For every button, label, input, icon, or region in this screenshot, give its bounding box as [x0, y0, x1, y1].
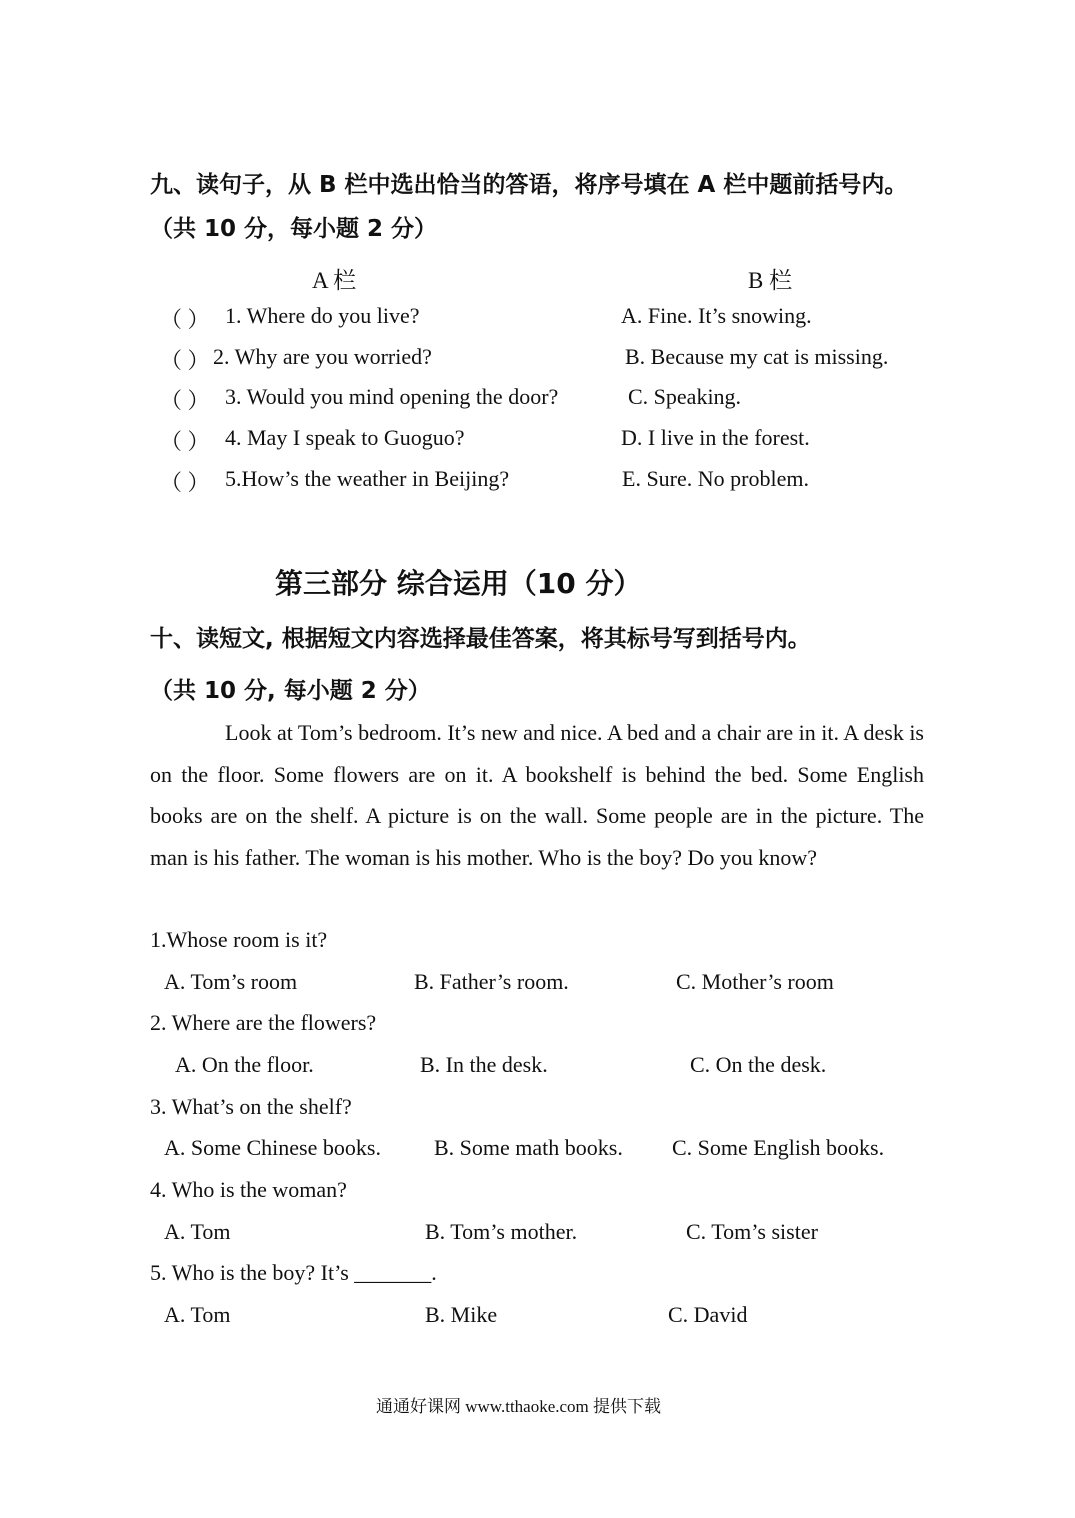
option-c: C. Some English books. — [672, 1135, 885, 1160]
option-b: B. Mike — [425, 1302, 498, 1327]
option-b: B. In the desk. — [420, 1052, 548, 1077]
matching-question: 5.How’s the weather in Beijing? — [225, 466, 510, 491]
option-a: A. Tom — [164, 1302, 231, 1327]
option-c: C. On the desk. — [690, 1052, 827, 1077]
matching-answer: D. I live in the forest. — [621, 425, 810, 450]
answer-bracket[interactable]: （ ） — [160, 348, 210, 373]
reading-question: 1.Whose room is it? — [150, 927, 328, 952]
part3-title: 第三部分 综合运用（10 分） — [275, 567, 642, 600]
answer-bracket[interactable]: （ ） — [160, 429, 210, 454]
option-a: A. Some Chinese books. — [164, 1135, 381, 1160]
answer-bracket[interactable]: （ ） — [160, 307, 210, 332]
matching-answer: B. Because my cat is missing. — [625, 344, 889, 369]
option-a: A. Tom — [164, 1219, 231, 1244]
matching-answer: E. Sure. No problem. — [622, 466, 809, 491]
matching-question: 2. Why are you worried? — [213, 344, 432, 369]
page-footer: 通通好课网 www.tthaoke.com 提供下载 — [376, 1397, 662, 1416]
reading-question: 3. What’s on the shelf? — [150, 1094, 352, 1119]
option-c: C. David — [668, 1302, 748, 1327]
option-c: C. Tom’s sister — [686, 1219, 818, 1244]
column-a-header: A 栏 — [312, 268, 357, 293]
reading-passage — [150, 712, 924, 879]
option-b: B. Tom’s mother. — [425, 1219, 578, 1244]
matching-question: 3. Would you mind opening the door? — [225, 384, 559, 409]
column-b-header: B 栏 — [748, 268, 793, 293]
answer-bracket[interactable]: （ ） — [160, 470, 210, 495]
option-c: C. Mother’s room — [676, 969, 834, 994]
reading-question: 4. Who is the woman? — [150, 1177, 347, 1202]
matching-question: 4. May I speak to Guoguo? — [225, 425, 465, 450]
option-b: B. Some math books. — [434, 1135, 623, 1160]
option-a: A. On the floor. — [175, 1052, 314, 1077]
reading-question: 2. Where are the flowers? — [150, 1010, 377, 1035]
matching-question: 1. Where do you live? — [225, 303, 420, 328]
passage-text: Look at Tom’s bedroom. It’s new and nice. A bed and a chair are in it. A desk is on the floor. Some flowers are on it. A bookshelf is behind the bed. Some English books are on the shelf. A picture is on the wall. Some people are in the picture. The man is his father. The woman is his mother. Who is the boy? Do you know? — [150, 720, 924, 871]
matching-answer: C. Speaking. — [628, 384, 742, 409]
section10-points: （共 10 分, 每小题 2 分） — [150, 678, 431, 704]
section9-title: 九、读句子，从 B 栏中选出恰当的答语，将序号填在 A 栏中题前括号内。 — [150, 172, 908, 198]
section9-points: （共 10 分，每小题 2 分） — [150, 216, 438, 242]
option-a: A. Tom’s room — [164, 969, 298, 994]
section10-title: 十、读短文, 根据短文内容选择最佳答案，将其标号写到括号内。 — [150, 626, 811, 652]
option-b: B. Father’s room. — [414, 969, 569, 994]
reading-question: 5. Who is the boy? It’s _______. — [150, 1260, 437, 1285]
answer-bracket[interactable]: （ ） — [160, 388, 210, 413]
matching-answer: A. Fine. It’s snowing. — [621, 303, 812, 328]
